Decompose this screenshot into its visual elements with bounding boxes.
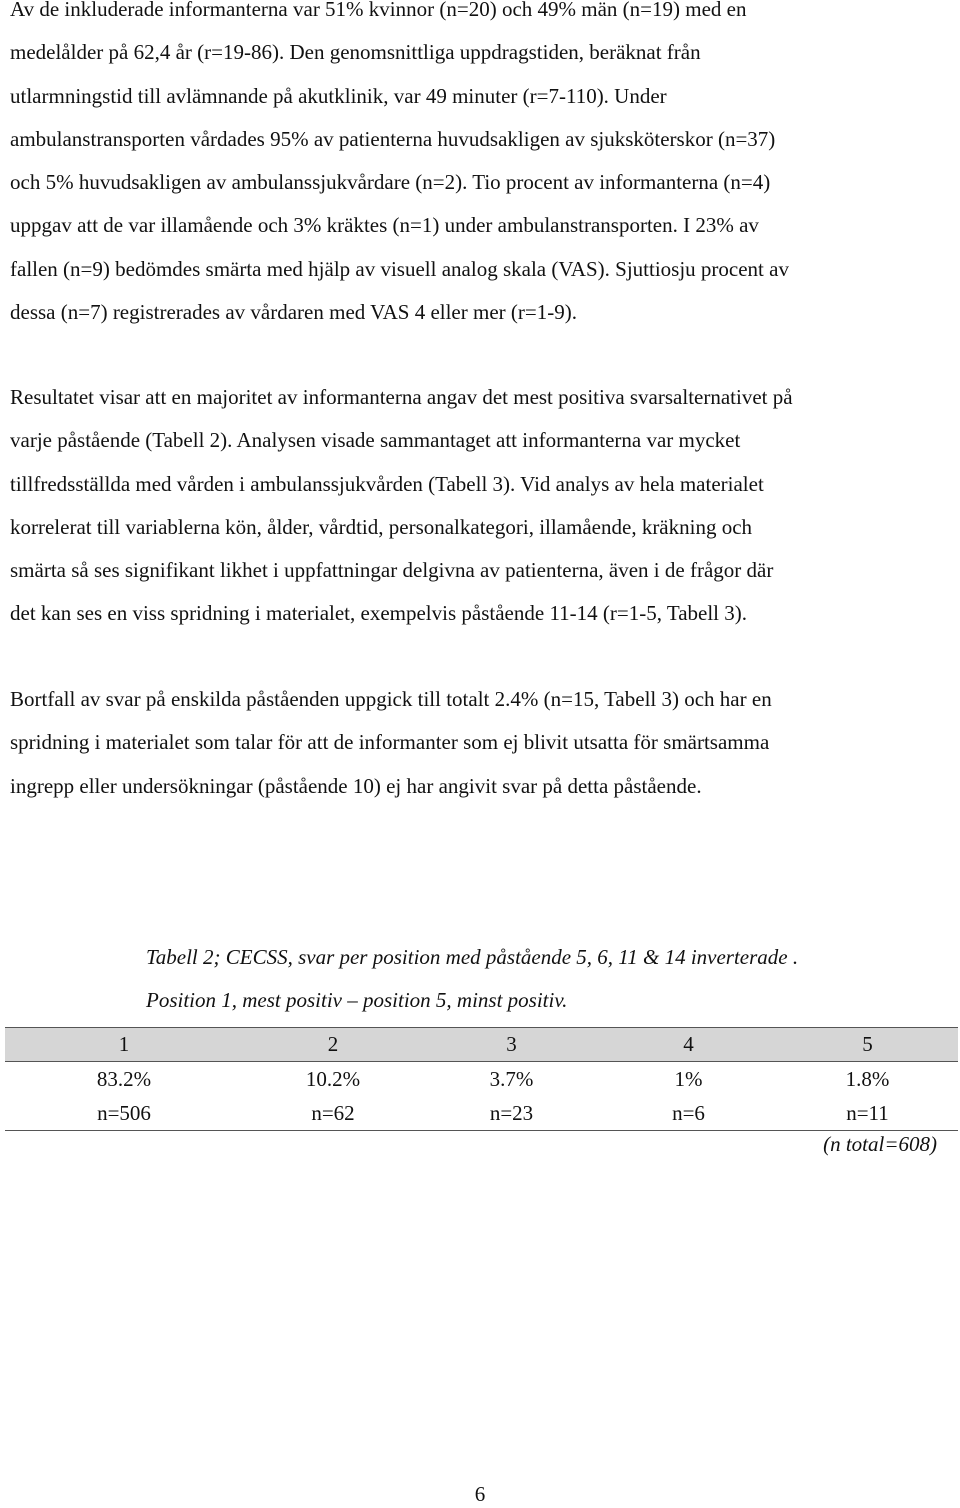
table-cell: n=506 — [97, 1100, 151, 1125]
text-line: det kan ses en viss spridning i materialet, exempelvis påstående 11-14 (r=1-5, Tabell 3). — [10, 601, 748, 626]
table-row — [5, 1096, 958, 1131]
paragraph-missing-answers — [10, 678, 950, 808]
header-cell: 2 — [327, 1032, 339, 1056]
text-line: och 5% huvudsakligen av ambulanssjukvårdare (n=2). Tio procent av informanterna (n=4) — [10, 170, 771, 195]
table-cell: 3.7% — [489, 1066, 534, 1091]
table-cell: n=62 — [311, 1100, 355, 1125]
header-cell: 3 — [506, 1032, 517, 1056]
text-line: utlarmningstid till avlämnande på akutklinik, var 49 minuter (r=7-110). Under — [10, 83, 667, 108]
text-line: fallen (n=9) bedömdes smärta med hjälp av visuell analog skala (VAS). Sjuttiosju procent av — [10, 256, 789, 281]
paragraph-results — [10, 376, 950, 636]
text-line: Av de inkluderade informanterna var 51% kvinnor (n=20) och 49% män (n=19) med en — [10, 0, 747, 21]
text-line: Bortfall av svar på enskilda påståenden uppgick till totalt 2.4% (n=15, Tabell 3) och har en — [10, 687, 772, 711]
page-number: 6 — [474, 1482, 486, 1506]
table-cell: n=23 — [489, 1100, 534, 1125]
table-total-note: (n total=608) — [823, 1132, 937, 1156]
caption-line: Tabell 2; CECSS, svar per position med påstående 5, 6, 11 & 14 inverterade . — [146, 945, 799, 969]
header-cell: 1 — [118, 1032, 130, 1056]
text-line: medelålder på 62,4 år (r=19-86). Den genomsnittliga uppdragstiden, beräknat från — [10, 40, 701, 65]
text-line: dessa (n=7) registrerades av vårdaren med VAS 4 eller mer (r=1-9). — [10, 300, 577, 325]
text-line: varje påstående (Tabell 2). Analysen visade sammantaget att informanterna var mycket — [10, 428, 741, 453]
caption-line: Position 1, mest positiv – position 5, minst positiv. — [146, 988, 568, 1012]
table-cell: 1.8% — [845, 1066, 890, 1091]
text-line: ambulanstransporten vårdades 95% av patienterna huvudsakligen av sjuksköterskor (n=37) — [10, 126, 776, 151]
text-line: tillfredsställda med vården i ambulanssjukvården (Tabell 3). Vid analys av hela materialet — [10, 471, 764, 496]
table-cell: 10.2% — [305, 1066, 361, 1091]
text-line: uppgav att de var illamående och 3% kräktes (n=1) under ambulanstransporten. I 23% av — [10, 213, 759, 238]
table-cell: n=11 — [846, 1100, 889, 1125]
text-line: spridning i materialet som talar för att de informanter som ej blivit utsatta för smärtsamma — [10, 730, 770, 755]
text-line: Resultatet visar att en majoritet av informanterna angav det mest positiva svarsalternativet på — [10, 385, 793, 409]
table-cell: 83.2% — [96, 1066, 152, 1091]
table-header-row — [5, 1027, 958, 1062]
text-line: korrelerat till variablerna kön, ålder, vårdtid, personalkategori, illamående, kräkning och — [10, 514, 753, 539]
header-cell: 5 — [862, 1032, 873, 1056]
results-table — [5, 1027, 958, 1131]
paragraph-demographics — [10, 0, 950, 334]
table-cell: n=6 — [672, 1100, 705, 1125]
table-caption — [146, 936, 798, 1022]
text-line: smärta så ses signifikant likhet i uppfattningar delgivna av patienterna, även i de frågor där — [10, 558, 774, 583]
table-cell: 1% — [674, 1066, 703, 1091]
header-cell: 4 — [683, 1032, 694, 1056]
table-row — [5, 1062, 958, 1096]
text-line: ingrepp eller undersökningar (påstående 10) ej har angivit svar på detta påstående. — [10, 773, 702, 798]
